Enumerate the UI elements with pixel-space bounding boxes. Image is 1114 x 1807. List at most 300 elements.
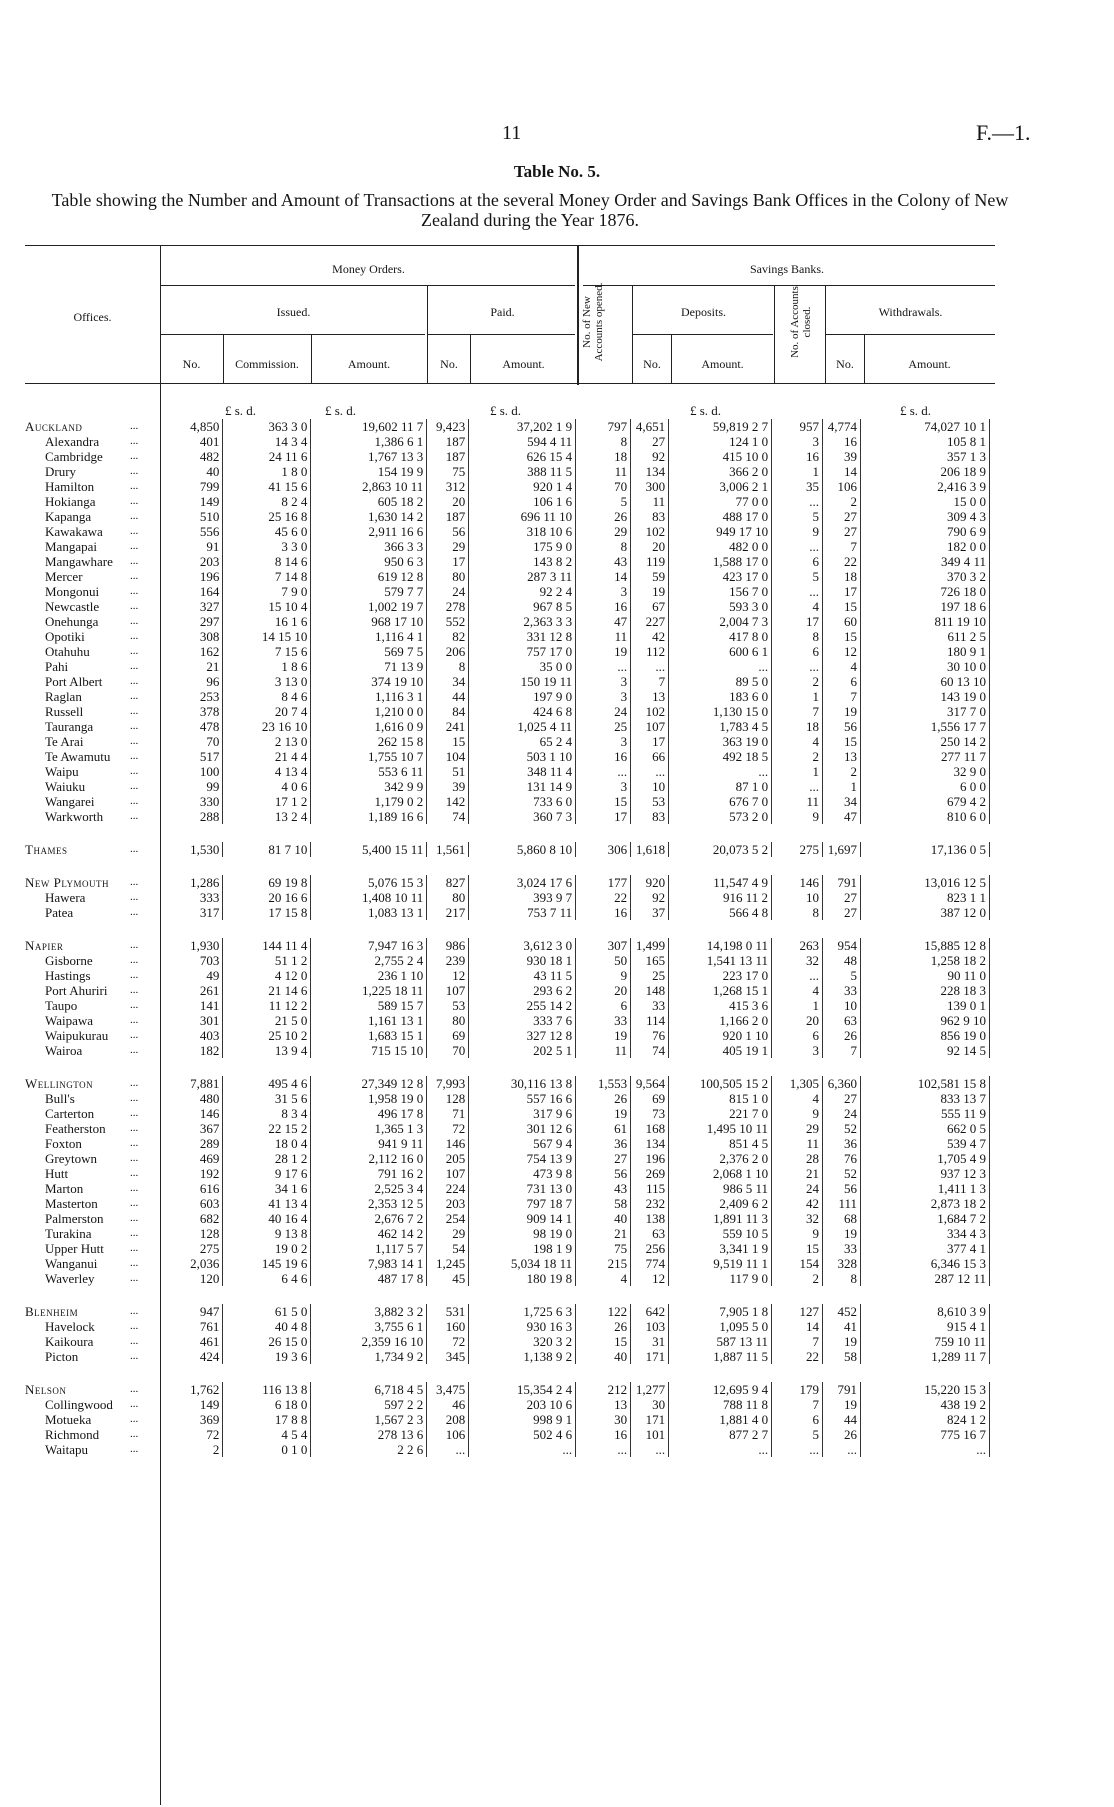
new-accounts-cell: 25 [576, 719, 631, 734]
paid-count-cell: 9,423 [427, 419, 469, 434]
office-name: Gisborne [45, 953, 93, 968]
issued-count-cell: 517 [160, 749, 223, 764]
withdrawals-count-cell: 68 [823, 1211, 861, 1226]
withdrawals-count-cell: 27 [823, 524, 861, 539]
issued-commission-cell: 6 18 0 [223, 1397, 311, 1412]
office-name: Collingwood [45, 1397, 113, 1412]
accounts-closed-cell: ... [772, 659, 823, 674]
leader-dots: ... [129, 495, 139, 507]
office-name: Kawakawa [45, 524, 103, 539]
paid-count-cell: 80 [427, 890, 469, 905]
deposits-amount-cell: 1,541 13 11 [669, 953, 772, 968]
deposits-count-cell: 107 [631, 719, 669, 734]
paid-count-cell: 239 [427, 953, 469, 968]
office-name: Russell [45, 704, 84, 719]
office-name: Taupo [45, 998, 78, 1013]
table-row [25, 494, 990, 509]
issued-count-cell: 703 [160, 953, 223, 968]
issued-count-cell: 327 [160, 599, 223, 614]
table-row [25, 509, 990, 524]
new-accounts-cell: 43 [576, 1181, 631, 1196]
new-accounts-cell: 19 [576, 1106, 631, 1121]
issued-commission-cell: 6 4 6 [223, 1271, 311, 1286]
leader-dots: ... [129, 1077, 139, 1089]
leader-dots: ... [129, 1014, 139, 1026]
deposits-amount-cell: 920 1 10 [669, 1028, 772, 1043]
office-name: Wanganui [45, 1256, 98, 1271]
new-accounts-cell: 40 [576, 1349, 631, 1364]
deposits-count-cell: 138 [631, 1211, 669, 1226]
issued-amount-cell: 2,525 3 4 [311, 1181, 427, 1196]
table-row [25, 644, 990, 659]
issued-commission-cell: 116 13 8 [223, 1382, 311, 1397]
leader-dots: ... [129, 720, 139, 732]
withdrawals-count-cell: 44 [823, 1412, 861, 1427]
paid-amount-cell: 3,024 17 6 [469, 875, 576, 890]
office-name: Drury [45, 464, 77, 479]
issued-amount-cell: 1,117 5 7 [311, 1241, 427, 1256]
paid-count-cell: 51 [427, 764, 469, 779]
paid-count-cell: 17 [427, 554, 469, 569]
withdrawals-amount-cell: 810 6 0 [861, 809, 990, 824]
withdrawals-count-cell: 14 [823, 464, 861, 479]
issued-commission-cell: 14 15 10 [223, 629, 311, 644]
withdrawals-amount-cell: 32 9 0 [861, 764, 990, 779]
deposits-amount-cell: 423 17 0 [669, 569, 772, 584]
withdrawals-amount-cell: 197 18 6 [861, 599, 990, 614]
withdrawals-amount-cell: 15,885 12 8 [861, 938, 990, 953]
paid-count-cell: 72 [427, 1121, 469, 1136]
deposits-amount-cell: 405 19 1 [669, 1043, 772, 1058]
issued-count-cell: 120 [160, 1271, 223, 1286]
deposits-count-cell: 101 [631, 1427, 669, 1442]
withdrawals-amount-cell: 790 6 9 [861, 524, 990, 539]
issued-commission-cell: 61 5 0 [223, 1304, 311, 1319]
office-name: Waipawa [45, 1013, 94, 1028]
issued-count-cell: 192 [160, 1166, 223, 1181]
office-name: Mangapai [45, 539, 97, 554]
accounts-closed-cell: 4 [772, 734, 823, 749]
paid-amount-cell: 360 7 3 [469, 809, 576, 824]
paid-count-cell: 217 [427, 905, 469, 920]
table-row [25, 890, 990, 905]
withdrawals-count-cell: 791 [823, 1382, 861, 1397]
office-name: Newcastle [45, 599, 100, 614]
accounts-closed-cell: 7 [772, 704, 823, 719]
deposits-count-cell: 774 [631, 1256, 669, 1271]
issued-amount-cell: 597 2 2 [311, 1397, 427, 1412]
leader-dots: ... [129, 675, 139, 687]
issued-commission-cell: 4 5 4 [223, 1427, 311, 1442]
deposits-count-cell: 83 [631, 509, 669, 524]
paid-amount-cell: 557 16 6 [469, 1091, 576, 1106]
lsd-label: £ s. d. [690, 403, 722, 418]
issued-amount-cell: 579 7 7 [311, 584, 427, 599]
issued-amount-cell: 941 9 11 [311, 1136, 427, 1151]
withdrawals-amount-cell: 30 10 0 [861, 659, 990, 674]
spacer-cell [25, 1364, 990, 1382]
row-spacer [25, 1286, 990, 1304]
deposits-count-cell: 33 [631, 998, 669, 1013]
withdrawals-count-cell: 7 [823, 689, 861, 704]
issued-commission-cell: 4 13 4 [223, 764, 311, 779]
deposits-amount-cell: 59,819 2 7 [669, 419, 772, 434]
withdrawals-count-cell: 5 [823, 968, 861, 983]
leader-dots: ... [129, 660, 139, 672]
accounts-closed-cell: 28 [772, 1151, 823, 1166]
issued-commission-cell: 20 7 4 [223, 704, 311, 719]
accounts-closed-cell: 2 [772, 674, 823, 689]
deposits-count-cell: 119 [631, 554, 669, 569]
deposits-count-cell: 63 [631, 1226, 669, 1241]
withdrawals-count-cell: 10 [823, 998, 861, 1013]
issued-commission-cell: 22 15 2 [223, 1121, 311, 1136]
paid-count-cell: 53 [427, 998, 469, 1013]
deposits-amount-cell: 482 0 0 [669, 539, 772, 554]
deposits-count-cell: 30 [631, 1397, 669, 1412]
paid-amount-cell: 317 9 6 [469, 1106, 576, 1121]
deposits-amount-cell: 1,166 2 0 [669, 1013, 772, 1028]
accounts-closed-cell: ... [772, 539, 823, 554]
paid-count-cell: 8 [427, 659, 469, 674]
new-accounts-cell: 3 [576, 674, 631, 689]
issued-count-cell: 253 [160, 689, 223, 704]
withdrawals-amount-cell: 309 4 3 [861, 509, 990, 524]
lsd-label: £ s. d. [900, 403, 932, 418]
table-row [25, 464, 990, 479]
office-name: Hutt [45, 1166, 69, 1181]
accounts-closed-cell: 32 [772, 1211, 823, 1226]
paid-count-cell: 3,475 [427, 1382, 469, 1397]
withdrawals-amount-cell: 334 4 3 [861, 1226, 990, 1241]
accounts-closed-cell: 9 [772, 524, 823, 539]
accounts-closed-cell: 35 [772, 479, 823, 494]
new-accounts-cell: 22 [576, 890, 631, 905]
header-bottom-rule [25, 383, 995, 384]
leader-dots: ... [129, 780, 139, 792]
issued-commission-cell: 34 1 6 [223, 1181, 311, 1196]
issued-amount-cell: 2,911 16 6 [311, 524, 427, 539]
issued-count-cell: 288 [160, 809, 223, 824]
issued-count-cell: 164 [160, 584, 223, 599]
issued-count-cell: 72 [160, 1427, 223, 1442]
table-row [25, 1043, 990, 1058]
paid-amount-cell: 733 6 0 [469, 794, 576, 809]
leader-dots: ... [129, 1227, 139, 1239]
table-row [25, 749, 990, 764]
new-accounts-cell: 29 [576, 524, 631, 539]
deposits-count-cell: 17 [631, 734, 669, 749]
table-row [25, 659, 990, 674]
paid-amount-cell: 43 11 5 [469, 968, 576, 983]
accounts-closed-cell: 5 [772, 569, 823, 584]
header-commission: Commission. [235, 357, 299, 371]
header-offices: Offices. [73, 310, 112, 324]
withdrawals-count-cell: 48 [823, 953, 861, 968]
issued-amount-cell: 1,958 19 0 [311, 1091, 427, 1106]
table-row [25, 1121, 990, 1136]
paid-amount-cell: 1,725 6 3 [469, 1304, 576, 1319]
issued-count-cell: 317 [160, 905, 223, 920]
deposits-count-cell: 66 [631, 749, 669, 764]
paid-amount-cell: 473 9 8 [469, 1166, 576, 1181]
office-name: Greytown [45, 1151, 97, 1166]
issued-count-cell: 40 [160, 464, 223, 479]
withdrawals-amount-cell: 759 10 11 [861, 1334, 990, 1349]
paid-count-cell: 206 [427, 644, 469, 659]
paid-amount-cell: 301 12 6 [469, 1121, 576, 1136]
withdrawals-amount-cell: 962 9 10 [861, 1013, 990, 1028]
table-row [25, 1166, 990, 1181]
accounts-closed-cell: 2 [772, 1271, 823, 1286]
accounts-closed-cell: 3 [772, 434, 823, 449]
paid-amount-cell: 920 1 4 [469, 479, 576, 494]
spacer-cell [25, 857, 990, 875]
issued-commission-cell: 363 3 0 [223, 419, 311, 434]
paid-amount-cell: 998 9 1 [469, 1412, 576, 1427]
withdrawals-count-cell: 7 [823, 1043, 861, 1058]
issued-commission-cell: 8 2 4 [223, 494, 311, 509]
leader-dots: ... [129, 1398, 139, 1410]
issued-amount-cell: 1,083 13 1 [311, 905, 427, 920]
issued-amount-cell: 1,210 0 0 [311, 704, 427, 719]
table-row [25, 983, 990, 998]
paid-count-cell: 44 [427, 689, 469, 704]
deposits-count-cell: 42 [631, 629, 669, 644]
issued-commission-cell: 15 10 4 [223, 599, 311, 614]
deposits-rule [633, 334, 773, 335]
withdrawals-count-cell: 41 [823, 1319, 861, 1334]
deposits-count-cell: 256 [631, 1241, 669, 1256]
paid-amount-cell: 5,860 8 10 [469, 842, 576, 857]
withdrawals-count-cell: 452 [823, 1304, 861, 1319]
paid-amount-cell: 567 9 4 [469, 1136, 576, 1151]
deposits-amount-cell: 1,783 4 5 [669, 719, 772, 734]
office-name: Mangawhare [45, 554, 113, 569]
issued-count-cell: 196 [160, 569, 223, 584]
deposits-count-cell: 73 [631, 1106, 669, 1121]
spacer-cell [25, 824, 990, 842]
issued-commission-cell: 25 16 8 [223, 509, 311, 524]
deposits-amount-cell: 14,198 0 11 [669, 938, 772, 953]
table-row [25, 1151, 990, 1166]
deposits-amount-cell: 2,068 1 10 [669, 1166, 772, 1181]
withdrawals-amount-cell: 6,346 15 3 [861, 1256, 990, 1271]
withdrawals-count-cell: 52 [823, 1166, 861, 1181]
issued-commission-cell: 495 4 6 [223, 1076, 311, 1091]
withdrawals-amount-cell: 1,556 17 7 [861, 719, 990, 734]
accounts-closed-cell: 1 [772, 764, 823, 779]
new-accounts-cell: 177 [576, 875, 631, 890]
deposits-count-cell: 102 [631, 704, 669, 719]
office-name: New Plymouth [25, 875, 109, 890]
issued-commission-cell: 0 1 0 [223, 1442, 311, 1457]
issued-amount-cell: 6,718 4 5 [311, 1382, 427, 1397]
paid-count-cell: 205 [427, 1151, 469, 1166]
leader-dots: ... [129, 630, 139, 642]
deposits-amount-cell: 986 5 11 [669, 1181, 772, 1196]
withdrawals-count-cell: 76 [823, 1151, 861, 1166]
paid-count-cell: 208 [427, 1412, 469, 1427]
deposits-count-cell: 114 [631, 1013, 669, 1028]
new-accounts-cell: 43 [576, 554, 631, 569]
paid-amount-cell: 150 19 11 [469, 674, 576, 689]
issued-commission-cell: 7 15 6 [223, 644, 311, 659]
leader-dots: ... [129, 510, 139, 522]
paid-count-cell: 827 [427, 875, 469, 890]
issued-amount-cell: 3,882 3 2 [311, 1304, 427, 1319]
leader-dots: ... [129, 420, 139, 432]
issued-amount-cell: 1,408 10 11 [311, 890, 427, 905]
new-accounts-cell: 27 [576, 1151, 631, 1166]
issued-amount-cell: 2,359 16 10 [311, 1334, 427, 1349]
deposits-count-cell: 115 [631, 1181, 669, 1196]
office-name: Turakina [45, 1226, 92, 1241]
new-accounts-cell: 15 [576, 1334, 631, 1349]
paid-amount-cell: 696 11 10 [469, 509, 576, 524]
issued-count-cell: 469 [160, 1151, 223, 1166]
leader-dots: ... [129, 1242, 139, 1254]
header-amount: Amount. [347, 357, 391, 371]
table-row [25, 1271, 990, 1286]
deposits-count-cell: 53 [631, 794, 669, 809]
paid-count-cell: 160 [427, 1319, 469, 1334]
issued-amount-cell: 589 15 7 [311, 998, 427, 1013]
leader-dots: ... [129, 1197, 139, 1209]
leader-dots: ... [129, 615, 139, 627]
new-accounts-cell: 212 [576, 1382, 631, 1397]
new-accounts-cell: 30 [576, 1412, 631, 1427]
paid-count-cell: 56 [427, 524, 469, 539]
deposits-amount-cell: 87 1 0 [669, 779, 772, 794]
paid-amount-cell: 5,034 18 11 [469, 1256, 576, 1271]
deposits-count-cell: 103 [631, 1319, 669, 1334]
deposits-amount-cell: 117 9 0 [669, 1271, 772, 1286]
issued-commission-cell: 41 13 4 [223, 1196, 311, 1211]
withdrawals-count-cell: 27 [823, 890, 861, 905]
paid-amount-cell: 1,138 9 2 [469, 1349, 576, 1364]
withdrawals-amount-cell: 17,136 0 5 [861, 842, 990, 857]
paid-count-cell: 20 [427, 494, 469, 509]
paid-amount-cell: 1,025 4 11 [469, 719, 576, 734]
issued-amount-cell: 7,983 14 1 [311, 1256, 427, 1271]
issued-commission-cell: 4 12 0 [223, 968, 311, 983]
new-accounts-cell: 3 [576, 584, 631, 599]
withdrawals-amount-cell: 92 14 5 [861, 1043, 990, 1058]
paid-count-cell: 254 [427, 1211, 469, 1226]
issued-commission-cell: 41 15 6 [223, 479, 311, 494]
row-spacer [25, 824, 990, 842]
issued-amount-cell: 1,189 16 6 [311, 809, 427, 824]
withdrawals-count-cell: 17 [823, 584, 861, 599]
withdrawals-amount-cell: 105 8 1 [861, 434, 990, 449]
withdrawals-count-cell: 15 [823, 629, 861, 644]
office-name: Cambridge [45, 449, 103, 464]
leader-dots: ... [129, 1182, 139, 1194]
leader-dots: ... [129, 969, 139, 981]
table-row [25, 1028, 990, 1043]
header-paid: Paid. [490, 305, 515, 319]
table-row [25, 1196, 990, 1211]
table-row [25, 554, 990, 569]
leader-dots: ... [129, 765, 139, 777]
paid-count-cell: 82 [427, 629, 469, 644]
withdrawals-amount-cell: 1,411 1 3 [861, 1181, 990, 1196]
table-row [25, 1334, 990, 1349]
new-accounts-cell: 17 [576, 809, 631, 824]
issued-count-cell: 330 [160, 794, 223, 809]
deposits-amount-cell: 877 2 7 [669, 1427, 772, 1442]
accounts-closed-cell: 6 [772, 554, 823, 569]
issued-count-cell: 289 [160, 1136, 223, 1151]
office-name: Palmerston [45, 1211, 104, 1226]
table-row [25, 524, 990, 539]
office-name: Upper Hutt [45, 1241, 104, 1256]
accounts-closed-cell: 3 [772, 1043, 823, 1058]
paid-count-cell: 203 [427, 1196, 469, 1211]
withdrawals-count-cell: 1,697 [823, 842, 861, 857]
page-number: 11 [502, 122, 522, 144]
deposits-count-cell: 4,651 [631, 419, 669, 434]
issued-count-cell: 49 [160, 968, 223, 983]
group-row [25, 419, 990, 434]
withdrawals-count-cell: 16 [823, 434, 861, 449]
withdrawals-amount-cell: 555 11 9 [861, 1106, 990, 1121]
paid-count-cell: 7,993 [427, 1076, 469, 1091]
header-no: No. [643, 357, 661, 371]
new-accounts-cell: 3 [576, 689, 631, 704]
issued-count-cell: 603 [160, 1196, 223, 1211]
accounts-closed-cell: 29 [772, 1121, 823, 1136]
table-row [25, 734, 990, 749]
deposits-count-cell: 920 [631, 875, 669, 890]
new-accounts-cell: 11 [576, 1043, 631, 1058]
issued-amount-cell: 569 7 5 [311, 644, 427, 659]
withdrawals-count-cell: 7 [823, 539, 861, 554]
document-reference: F.—1. [976, 120, 1031, 145]
accounts-closed-cell: 17 [772, 614, 823, 629]
withdrawals-amount-cell: 937 12 3 [861, 1166, 990, 1181]
issued-amount-cell: 374 19 10 [311, 674, 427, 689]
paid-amount-cell: 180 19 8 [469, 1271, 576, 1286]
accounts-closed-cell: 957 [772, 419, 823, 434]
header-no: No. [836, 357, 854, 371]
withdrawals-count-cell: 56 [823, 1181, 861, 1196]
accounts-closed-cell: 8 [772, 905, 823, 920]
deposits-amount-cell: 20,073 5 2 [669, 842, 772, 857]
office-name: Waiuku [45, 779, 86, 794]
withdrawals-amount-cell: 349 4 11 [861, 554, 990, 569]
leader-dots: ... [129, 465, 139, 477]
paid-amount-cell: 98 19 0 [469, 1226, 576, 1241]
new-accounts-cell: 21 [576, 1226, 631, 1241]
withdrawals-count-cell: 328 [823, 1256, 861, 1271]
leader-dots: ... [129, 984, 139, 996]
issued-amount-cell: 1,767 13 3 [311, 449, 427, 464]
group-row [25, 1076, 990, 1091]
issued-amount-cell: 462 14 2 [311, 1226, 427, 1241]
issued-count-cell: 2 [160, 1442, 223, 1457]
deposits-count-cell: 20 [631, 539, 669, 554]
new-accounts-cell: 3 [576, 779, 631, 794]
accounts-closed-cell: 1 [772, 998, 823, 1013]
issued-amount-cell: 1,683 15 1 [311, 1028, 427, 1043]
withdrawals-count-cell: 15 [823, 599, 861, 614]
accounts-closed-cell: ... [772, 494, 823, 509]
paid-count-cell: 72 [427, 1334, 469, 1349]
deposits-amount-cell: 600 6 1 [669, 644, 772, 659]
issued-commission-cell: 21 14 6 [223, 983, 311, 998]
